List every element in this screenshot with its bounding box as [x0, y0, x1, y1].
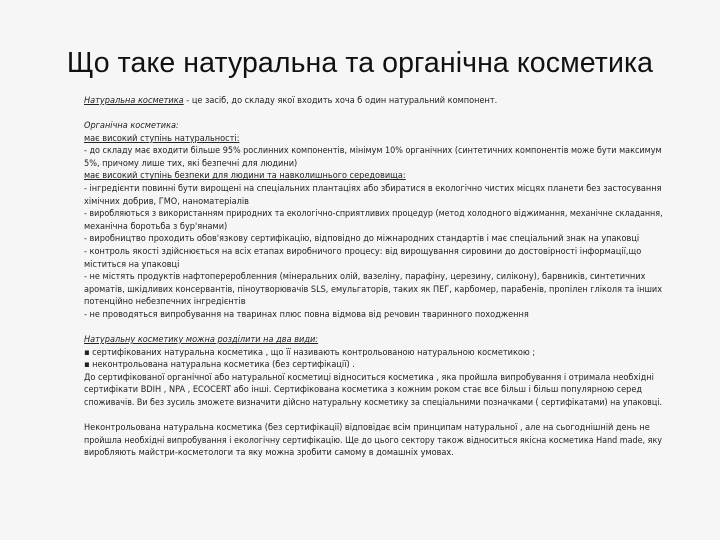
organic-line: - інгредієнти повинні бути вирощені на спеціальних плантаціях або збиратися в екологічно чистих місцях планети без застосування	[84, 184, 662, 195]
divide-line: ▪ неконтрольована натуральна косметика (без сертифікації) .	[84, 360, 355, 371]
organic-line: - контроль якості здійснюється на всіх етапах виробничого процесу: від вирощування сировини до достовірності інформації,що	[84, 247, 642, 258]
organic-line: має високий ступінь натуральності:	[84, 133, 240, 144]
spacer	[84, 322, 662, 335]
closing-line: виробляють майстри-косметологи та яку можна зробити самому в домашніх умовах.	[84, 448, 454, 459]
divide-line: ▪ сертифікованих натуральна косметика , що її називають контрольованою натуральною косметикою ;	[84, 347, 536, 358]
organic-line: потенційно небезпечних інгредієнтів	[84, 297, 246, 308]
intro-text: - це засіб, до складу якої входить хоча б один натуральний компонент.	[183, 96, 498, 106]
organic-line: - виробляються з використанням природних та екологічно-сприятливих процедур (метод холодного віджимання, механічне складання,	[84, 209, 663, 220]
spacer	[84, 410, 662, 423]
organic-line: хімічних добрив, ГМО, наноматеріалів	[84, 196, 249, 207]
intro-term: Натуральна косметика	[84, 96, 184, 106]
organic-line: - виробництво проходить обов'язкову сертифікацію, відповідно до міжнародних стандартів і має спеціальний знак на упаковці	[84, 234, 640, 245]
organic-line: - не містять продуктів нафтопереробленния (мінеральних олій, вазеліну, парафіну, церезину, силікону), барвників, синтетичних	[84, 272, 646, 283]
divide-line: сертифікати BDIH , NPA , ECOCERT або інші. Сертифікована косметика з кожним роком стає все більш і більш популярною серед	[84, 385, 643, 396]
slide-body	[84, 95, 662, 460]
divide-line: споживачів. Ви без зусиль зможете визначити дійсно натуральну косметику за спеціальними позначками ( сертифікатами) на упаковці.	[84, 398, 662, 409]
page-title: Що таке натуральна та органічна косметика	[66, 47, 654, 79]
organic-line: механічна боротьба з бур'янами)	[84, 221, 228, 232]
closing-line: пройшла необхідні випробування і екологічну сертифікацію. Ще до цього сектору також відноситься якісна косметика Hand made, яку	[84, 435, 663, 446]
organic-line: - не проводяться випробування на тваринах плюс повна відмова від речовин тваринного походження	[84, 310, 529, 320]
organic-line: 5%, причому лише тих, які безпечні для людини)	[84, 158, 298, 169]
spacer	[84, 108, 662, 121]
divide-heading: Натуральну косметику можна розділити на два види:	[84, 335, 319, 346]
intro-line	[84, 95, 662, 108]
divide-line: До сертифікованої органічної або натуральної косметиці відноситься косметика , яка пройшла випробування і отримала необхідні	[84, 372, 654, 383]
organic-line: має високий ступінь безпеки для людини та навколишнього середовища:	[84, 171, 406, 182]
closing-line: Неконтрольована натуральна косметика (без сертифікації) відповідає всім принципам натуральної , але на сьогоднішній день не	[84, 423, 650, 434]
organic-heading: Органічна косметика:	[84, 121, 179, 132]
organic-line: ароматів, шкідливих консервантів, піноутворювачів SLS, емульгаторів, таких як ПЕГ, карбомер, парабенів, пропілен гліколя та інших	[84, 284, 663, 295]
organic-line: міститься на упаковці	[84, 259, 180, 270]
organic-line: - до складу має входити більше 95% рослинних компонентів, мінімум 10% органічних (синтетичних компонентів може бути максимум	[84, 146, 662, 157]
